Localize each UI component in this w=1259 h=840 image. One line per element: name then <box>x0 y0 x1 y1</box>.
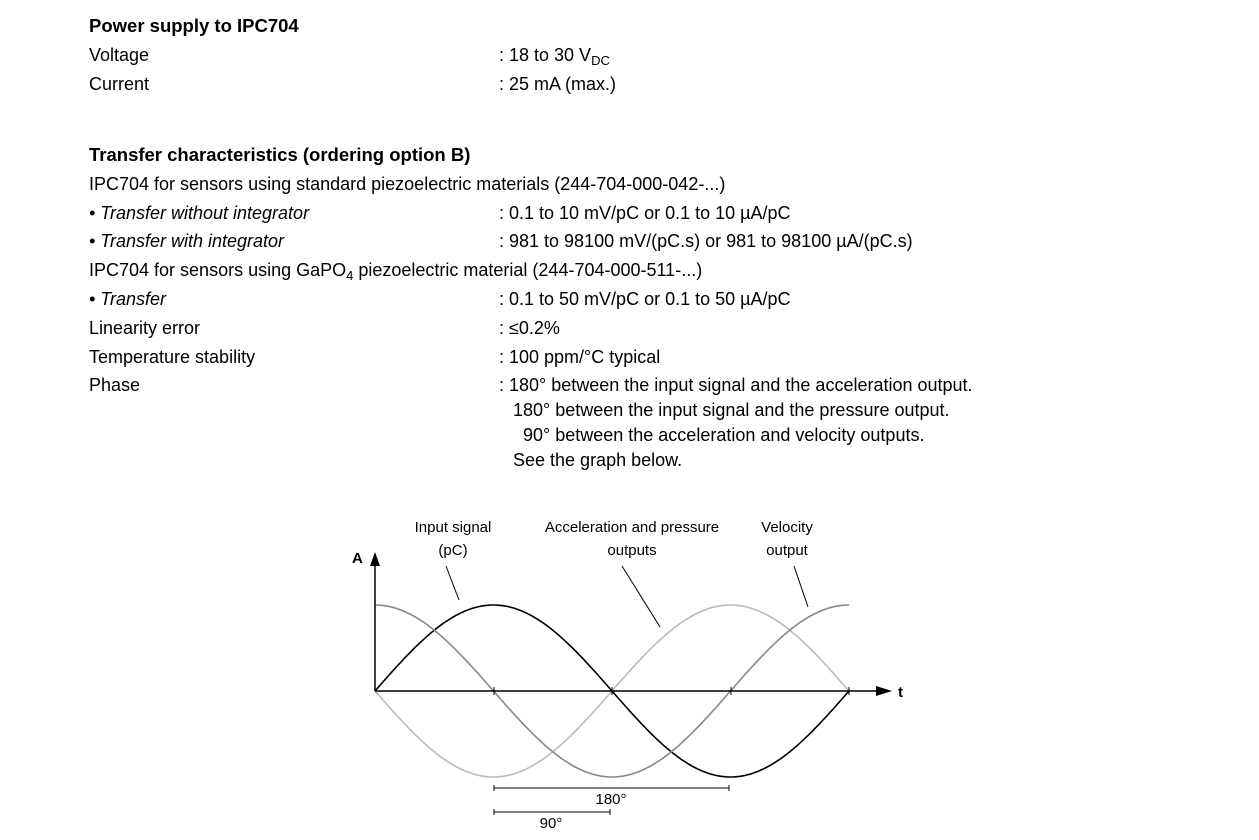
gapo-intro: IPC704 for sensors using GaPO$_4$ piezoelectric material (244-704-000-511-...) <box>89 260 703 283</box>
phase-value-2: 180° between the input signal and the pressure output. <box>513 400 950 420</box>
standard-intro: IPC704 for sensors using standard piezoelectric materials (244-704-000-042-...) <box>89 174 726 194</box>
input-signal-leader <box>446 566 459 600</box>
voltage-label: Voltage <box>89 45 150 65</box>
linearity-label: Linearity error <box>89 318 201 338</box>
accel-label-1: Acceleration and pressure <box>544 519 720 536</box>
phase-value-1: : 180° between the input signal and the acceleration output. <box>499 375 973 395</box>
input-signal-label-2: (pC) <box>438 542 468 559</box>
y-axis-label: A <box>352 550 363 567</box>
temperature-label: Temperature stability <box>89 347 256 367</box>
phase-value-3: 90° between the acceleration and velocity outputs. <box>513 425 925 445</box>
phase-value-4: See the graph below. <box>513 450 683 470</box>
span-90-label: 90° <box>539 815 563 832</box>
current-label: Current <box>89 74 150 94</box>
power-supply-heading: Power supply to IPC704 <box>89 15 299 36</box>
accel-leader <box>622 566 660 627</box>
voltage-value: : 18 to 30 $V_{DC}$ <box>499 45 610 68</box>
transfer-without-label: • Transfer without integrator <box>89 203 310 223</box>
gapo-transfer-label: • Transfer <box>89 289 166 309</box>
velocity-leader <box>794 566 808 607</box>
y-axis-arrow-icon <box>370 552 380 566</box>
velocity-label-2: output <box>766 542 808 559</box>
phase-label: Phase <box>89 375 141 395</box>
gapo-transfer-value: : 0.1 to 50 mV/pC or 0.1 to 50 µA/pC <box>499 289 791 309</box>
transfer-with-value: : 981 to 98100 mV/(pC.s) or 981 to 98100 µA/(pC.s) <box>499 231 913 251</box>
temperature-value: : 100 ppm/°C typical <box>499 347 661 367</box>
x-axis-label: t <box>898 684 903 701</box>
accel-label-2: outputs <box>607 542 657 559</box>
transfer-with-label: • Transfer with integrator <box>89 231 285 251</box>
linearity-value: : ≤0.2% <box>499 318 560 338</box>
transfer-without-value: : 0.1 to 10 mV/pC or 0.1 to 10 µA/pC <box>499 203 791 223</box>
transfer-heading: Transfer characteristics (ordering option B) <box>89 144 471 165</box>
span-180-label: 180° <box>595 791 627 808</box>
velocity-label-1: Velocity <box>761 519 813 536</box>
input-signal-label-1: Input signal <box>414 519 492 536</box>
current-value: : 25 mA (max.) <box>499 74 617 94</box>
x-axis-arrow-icon <box>876 686 892 696</box>
